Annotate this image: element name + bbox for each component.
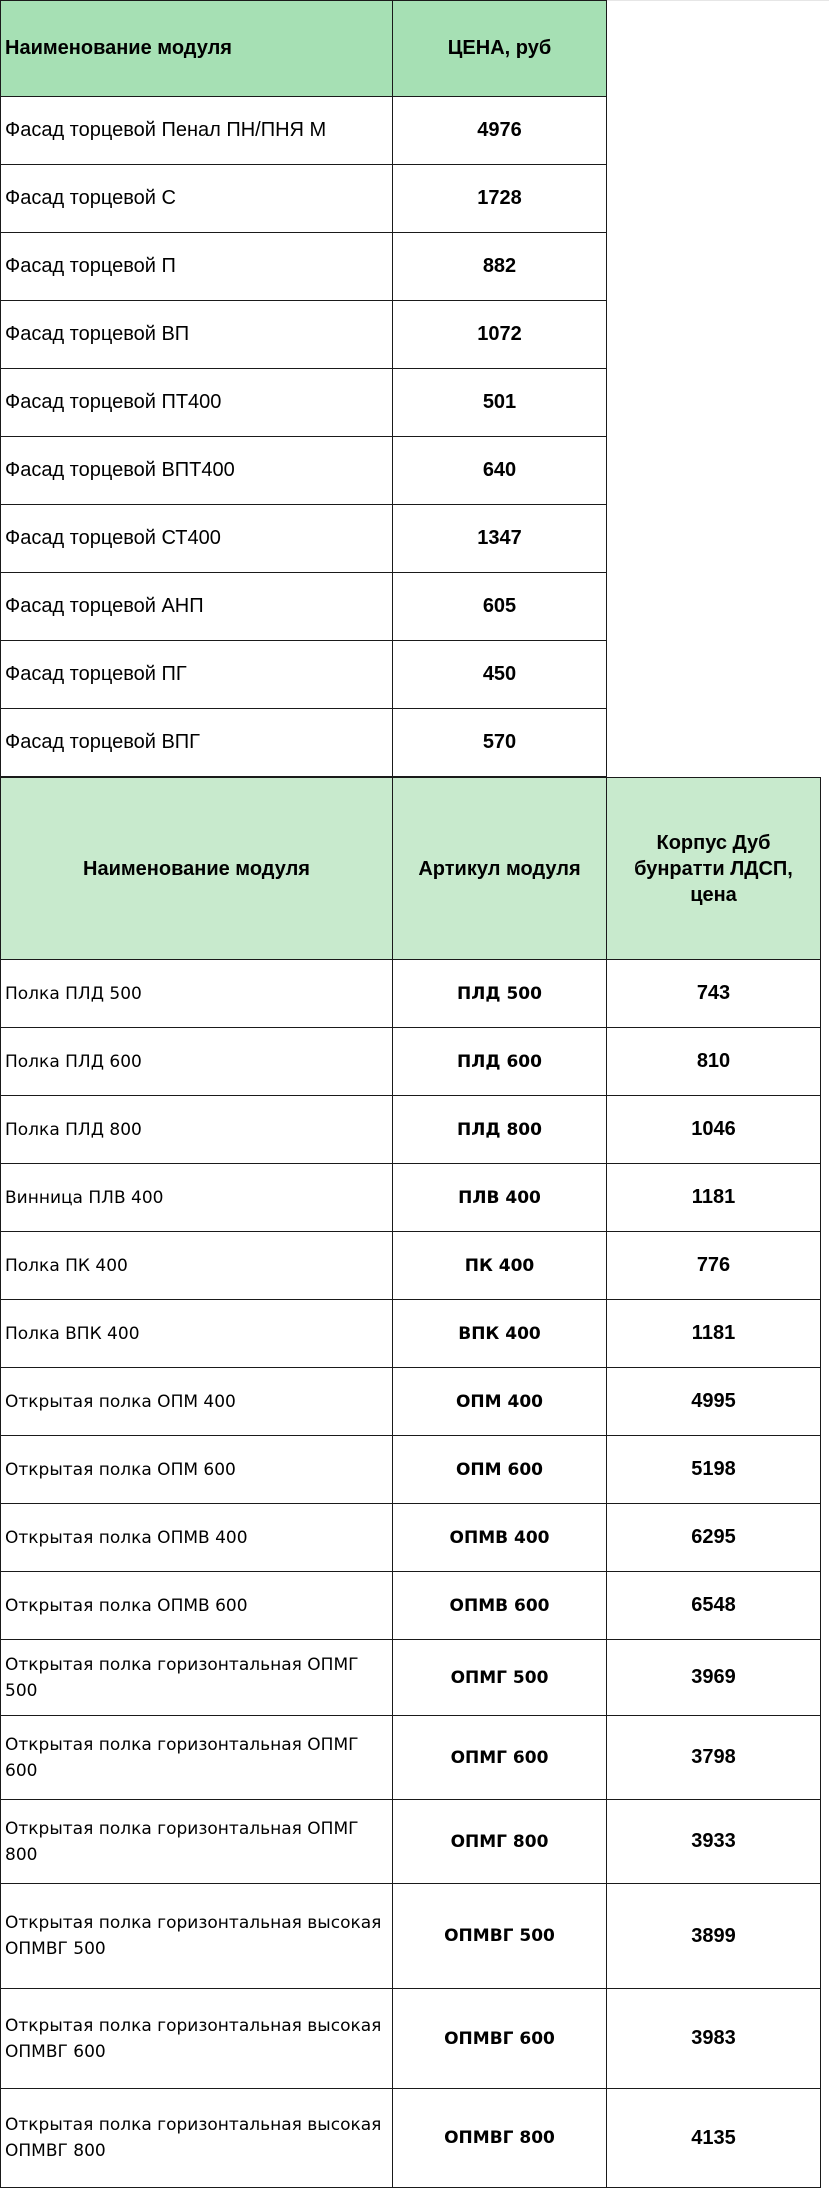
- table-row: [1, 369, 607, 437]
- price-cell: 1347: [393, 505, 607, 573]
- table-row: [1, 505, 607, 573]
- price-cell: 6548: [607, 1572, 821, 1640]
- module-name-cell: Открытая полка горизонтальная высокая ОПМВГ 500: [1, 1884, 393, 1989]
- table-row: [1, 2089, 821, 2188]
- article-cell: ОПМ 600: [393, 1436, 607, 1504]
- price-cell: 450: [393, 641, 607, 709]
- article-cell: ПЛД 800: [393, 1096, 607, 1164]
- table-row: [1, 1096, 821, 1164]
- article-cell: ОПМГ 600: [393, 1716, 607, 1800]
- table-row: [1, 1300, 821, 1368]
- facade-price-table: [0, 0, 607, 777]
- price-cell: 1072: [393, 301, 607, 369]
- price-cell: 776: [607, 1232, 821, 1300]
- table-row: [1, 1232, 821, 1300]
- price-cell: 743: [607, 960, 821, 1028]
- price-cell: 3983: [607, 1989, 821, 2089]
- table-row: [1, 1028, 821, 1096]
- article-cell: ОПМВ 600: [393, 1572, 607, 1640]
- module-name-cell: Винница ПЛВ 400: [1, 1164, 393, 1232]
- price-cell: 4995: [607, 1368, 821, 1436]
- table-row: [1, 573, 607, 641]
- header-module-name: Наименование модуля: [1, 778, 393, 960]
- module-name-cell: Фасад торцевой С: [1, 165, 393, 233]
- table-row: [1, 1572, 821, 1640]
- table-row: [1, 709, 607, 777]
- module-name-cell: Фасад торцевой СТ400: [1, 505, 393, 573]
- article-cell: ОПМ 400: [393, 1368, 607, 1436]
- price-cell: 1046: [607, 1096, 821, 1164]
- table-row: [1, 1436, 821, 1504]
- article-cell: ПЛД 600: [393, 1028, 607, 1096]
- module-name-cell: Открытая полка горизонтальная высокая ОПМВГ 600: [1, 1989, 393, 2089]
- table-row: [1, 641, 607, 709]
- module-name-cell: Полка ПЛД 600: [1, 1028, 393, 1096]
- price-cell: 1728: [393, 165, 607, 233]
- article-cell: ОПМГ 800: [393, 1800, 607, 1884]
- article-cell: ОПМВГ 800: [393, 2089, 607, 2188]
- table-row: [1, 1640, 821, 1716]
- table-row: [1, 1800, 821, 1884]
- header-article: Артикул модуля: [393, 778, 607, 960]
- table-header-row: [1, 778, 821, 960]
- price-cell: 3798: [607, 1716, 821, 1800]
- price-cell: 882: [393, 233, 607, 301]
- module-name-cell: Фасад торцевой АНП: [1, 573, 393, 641]
- module-name-cell: Фасад торцевой ПГ: [1, 641, 393, 709]
- header-price: Корпус Дуб бунратти ЛДСП, цена: [607, 778, 821, 960]
- table-row: [1, 437, 607, 505]
- module-name-cell: Фасад торцевой П: [1, 233, 393, 301]
- table-row: [1, 301, 607, 369]
- module-name-cell: Открытая полка ОПМ 600: [1, 1436, 393, 1504]
- module-name-cell: Фасад торцевой ПТ400: [1, 369, 393, 437]
- module-name-cell: Полка ПЛД 500: [1, 960, 393, 1028]
- price-cell: 5198: [607, 1436, 821, 1504]
- header-price: ЦЕНА, руб: [393, 1, 607, 97]
- table-row: [1, 1504, 821, 1572]
- module-name-cell: Открытая полка горизонтальная ОПМГ 500: [1, 1640, 393, 1716]
- table-row: [1, 1989, 821, 2089]
- price-cell: 4976: [393, 97, 607, 165]
- article-cell: ОПМВГ 600: [393, 1989, 607, 2089]
- module-name-cell: Открытая полка горизонтальная высокая ОПМВГ 800: [1, 2089, 393, 2188]
- module-name-cell: Полка ПЛД 800: [1, 1096, 393, 1164]
- table-row: [1, 1884, 821, 1989]
- price-cell: 1181: [607, 1164, 821, 1232]
- module-name-cell: Открытая полка ОПМ 400: [1, 1368, 393, 1436]
- module-name-cell: Фасад торцевой ВПТ400: [1, 437, 393, 505]
- price-cell: 640: [393, 437, 607, 505]
- module-name-cell: Фасад торцевой ВП: [1, 301, 393, 369]
- price-cell: 3899: [607, 1884, 821, 1989]
- article-cell: ВПК 400: [393, 1300, 607, 1368]
- table-row: [1, 1164, 821, 1232]
- header-module-name: Наименование модуля: [1, 1, 393, 97]
- price-cell: 3933: [607, 1800, 821, 1884]
- top-divider: [606, 0, 829, 1]
- module-name-cell: Открытая полка ОПМВ 400: [1, 1504, 393, 1572]
- shelf-price-table: [0, 777, 821, 2188]
- module-name-cell: Открытая полка горизонтальная ОПМГ 800: [1, 1800, 393, 1884]
- article-cell: ОПМГ 500: [393, 1640, 607, 1716]
- price-cell: 6295: [607, 1504, 821, 1572]
- table-row: [1, 233, 607, 301]
- article-cell: ПЛВ 400: [393, 1164, 607, 1232]
- price-cell: 501: [393, 369, 607, 437]
- article-cell: ПЛД 500: [393, 960, 607, 1028]
- article-cell: ПК 400: [393, 1232, 607, 1300]
- module-name-cell: Фасад торцевой ВПГ: [1, 709, 393, 777]
- price-cell: 4135: [607, 2089, 821, 2188]
- table-header-row: [1, 1, 607, 97]
- price-cell: 810: [607, 1028, 821, 1096]
- price-cell: 1181: [607, 1300, 821, 1368]
- table-row: [1, 97, 607, 165]
- table-row: [1, 1716, 821, 1800]
- module-name-cell: Открытая полка горизонтальная ОПМГ 600: [1, 1716, 393, 1800]
- article-cell: ОПМВ 400: [393, 1504, 607, 1572]
- price-cell: 605: [393, 573, 607, 641]
- module-name-cell: Полка ПК 400: [1, 1232, 393, 1300]
- price-cell: 570: [393, 709, 607, 777]
- table-row: [1, 165, 607, 233]
- module-name-cell: Фасад торцевой Пенал ПН/ПНЯ М: [1, 97, 393, 165]
- price-cell: 3969: [607, 1640, 821, 1716]
- article-cell: ОПМВГ 500: [393, 1884, 607, 1989]
- table-row: [1, 1368, 821, 1436]
- table-row: [1, 960, 821, 1028]
- module-name-cell: Открытая полка ОПМВ 600: [1, 1572, 393, 1640]
- module-name-cell: Полка ВПК 400: [1, 1300, 393, 1368]
